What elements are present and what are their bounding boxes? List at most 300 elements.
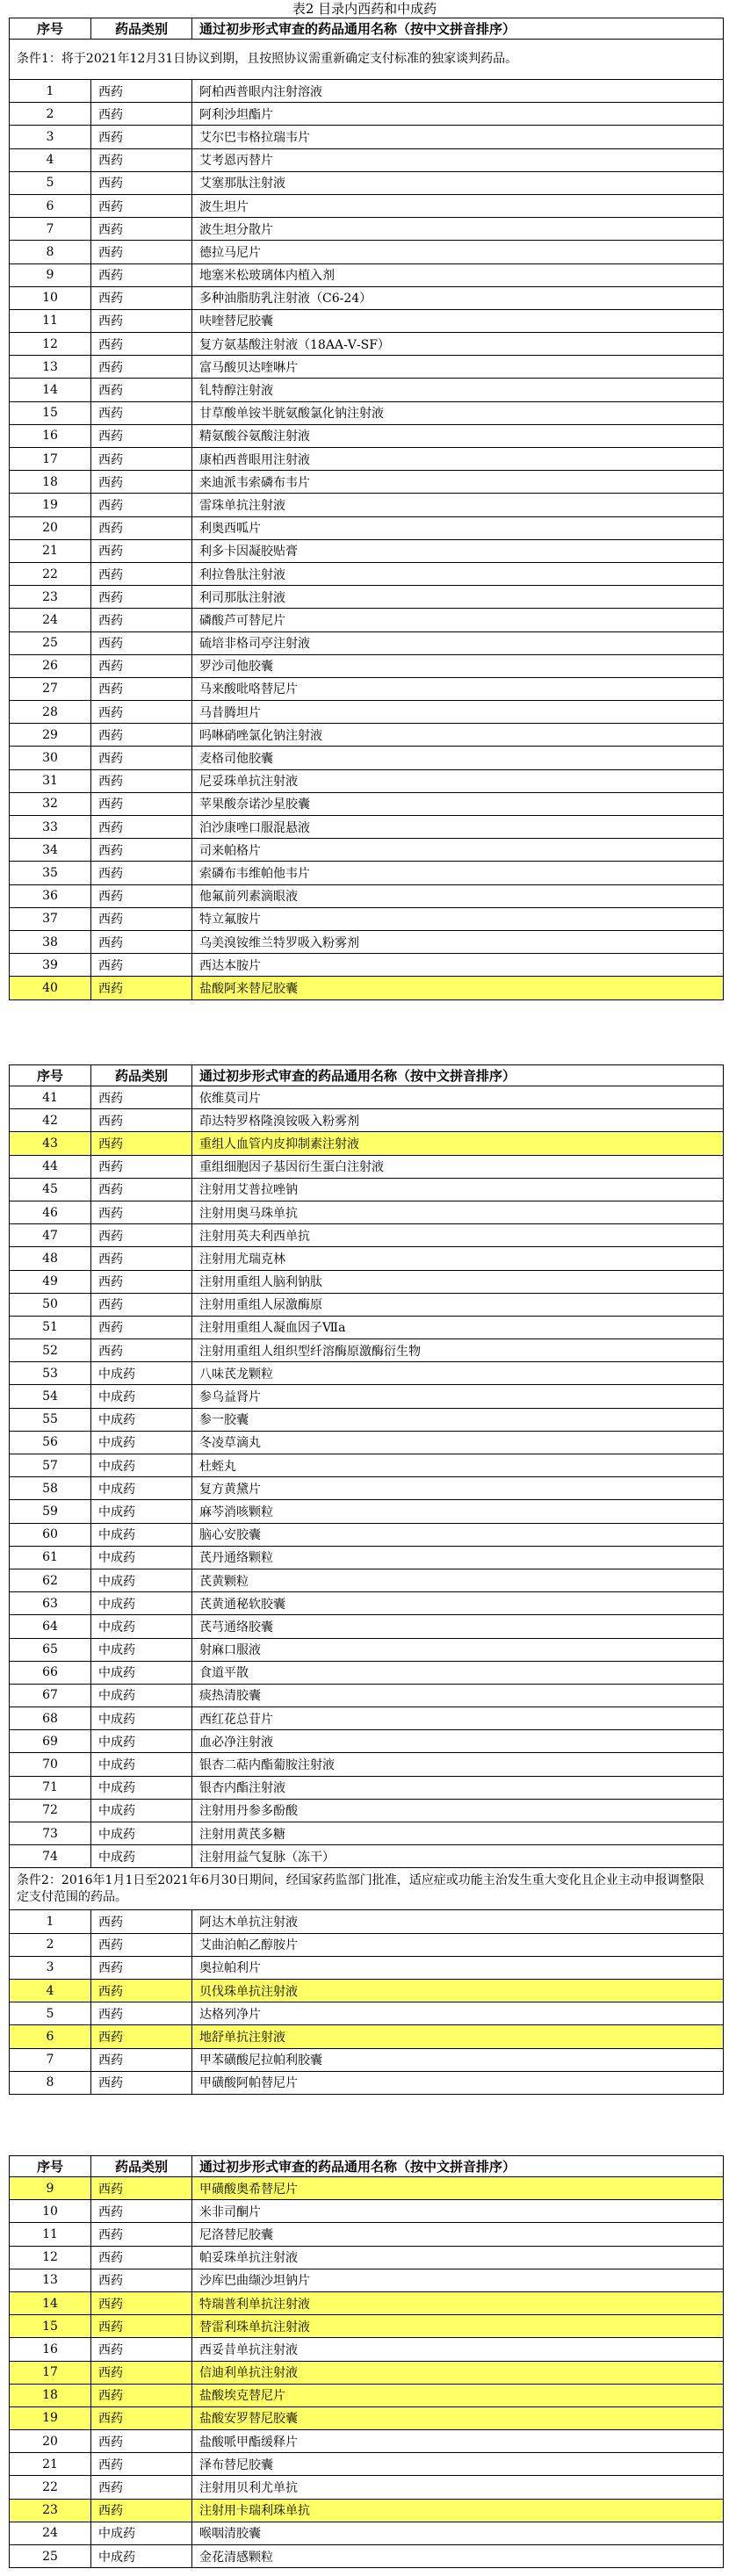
row-drug-name: 波生坦片 xyxy=(192,194,724,217)
row-category: 西药 xyxy=(91,171,192,194)
row-drug-name: 金花清感颗粒 xyxy=(192,2545,724,2568)
row-drug-name: 奥拉帕利片 xyxy=(192,1956,724,1979)
row-category: 西药 xyxy=(91,1293,192,1316)
row-category: 西药 xyxy=(91,1201,192,1223)
row-category: 西药 xyxy=(91,2476,192,2499)
row-number: 3 xyxy=(10,1956,91,1979)
row-category: 西药 xyxy=(91,631,192,654)
row-number: 5 xyxy=(10,2002,91,2025)
row-number: 74 xyxy=(10,1845,91,1868)
row-category: 西药 xyxy=(91,724,192,747)
table-row xyxy=(10,1546,724,1569)
row-drug-name: 注射用贝利尤单抗 xyxy=(192,2476,724,2499)
row-drug-name: 利多卡因凝胶贴膏 xyxy=(192,539,724,562)
table-row xyxy=(10,769,724,792)
header-name: 通过初步形式审查的药品通用名称（按中文拼音排序） xyxy=(192,18,724,40)
row-drug-name: 艾尔巴韦格拉瑞韦片 xyxy=(192,126,724,148)
row-category: 西药 xyxy=(91,401,192,424)
row-number: 28 xyxy=(10,701,91,724)
row-number: 69 xyxy=(10,1730,91,1753)
row-category: 中成药 xyxy=(91,1707,192,1730)
row-number: 23 xyxy=(10,2499,91,2522)
table-row xyxy=(10,1362,724,1385)
row-category: 中成药 xyxy=(91,1661,192,1684)
row-drug-name: 盐酸埃克替尼片 xyxy=(192,2384,724,2406)
row-number: 18 xyxy=(10,2384,91,2406)
table-header-row xyxy=(10,18,724,40)
row-drug-name: 乌美溴铵维兰特罗吸入粉雾剂 xyxy=(192,930,724,953)
row-category: 西药 xyxy=(91,1224,192,1247)
row-drug-name: 甘草酸单铵半胱氨酸氯化钠注射液 xyxy=(192,401,724,424)
table-row xyxy=(10,241,724,263)
row-drug-name: 芪芎通络胶囊 xyxy=(192,1615,724,1638)
row-drug-name: 注射用英夫利西单抗 xyxy=(192,1224,724,1247)
table-row xyxy=(10,792,724,815)
row-drug-name: 重组人血管内皮抑制素注射液 xyxy=(192,1132,724,1155)
row-drug-name: 芪丹通络颗粒 xyxy=(192,1546,724,1569)
row-drug-name: 参乌益肾片 xyxy=(192,1385,724,1408)
row-number: 9 xyxy=(10,2177,91,2200)
row-number: 15 xyxy=(10,401,91,424)
row-drug-name: 甲磺酸阿帕替尼片 xyxy=(192,2071,724,2094)
row-drug-name: 甲苯磺酸尼拉帕利胶囊 xyxy=(192,2048,724,2071)
row-drug-name: 尼洛替尼胶囊 xyxy=(192,2223,724,2246)
row-drug-name: 复方黄黛片 xyxy=(192,1477,724,1500)
row-drug-name: 德拉马尼片 xyxy=(192,241,724,263)
table-row xyxy=(10,1316,724,1339)
table-section-3 xyxy=(9,2155,723,2568)
row-drug-name: 银杏内酯注射液 xyxy=(192,1776,724,1799)
table-row xyxy=(10,1910,724,1933)
table-row xyxy=(10,2071,724,2094)
row-drug-name: 马昔腾坦片 xyxy=(192,701,724,724)
row-number: 39 xyxy=(10,954,91,977)
row-number: 36 xyxy=(10,884,91,907)
row-category: 西药 xyxy=(91,80,192,103)
table-row xyxy=(10,1523,724,1546)
row-drug-name: 罗沙司他胶囊 xyxy=(192,654,724,677)
table-row xyxy=(10,1293,724,1316)
table-row xyxy=(10,263,724,286)
row-drug-name: 盐酸安罗替尼胶囊 xyxy=(192,2406,724,2429)
table-row xyxy=(10,747,724,769)
row-number: 41 xyxy=(10,1086,91,1109)
row-drug-name: 钆特醇注射液 xyxy=(192,379,724,401)
row-drug-name: 吗啉硝唑氯化钠注射液 xyxy=(192,724,724,747)
row-category: 中成药 xyxy=(91,1477,192,1500)
row-number: 10 xyxy=(10,286,91,309)
row-number: 19 xyxy=(10,494,91,516)
table-row xyxy=(10,654,724,677)
row-category: 中成药 xyxy=(91,1431,192,1454)
table-row xyxy=(10,1822,724,1845)
table-row xyxy=(10,103,724,126)
table-row xyxy=(10,2048,724,2071)
table-row xyxy=(10,2476,724,2499)
row-number: 22 xyxy=(10,562,91,585)
row-category: 西药 xyxy=(91,103,192,126)
row-drug-name: 沙库巴曲缬沙坦钠片 xyxy=(192,2269,724,2291)
row-drug-name: 地塞米松玻璃体内植入剂 xyxy=(192,263,724,286)
row-drug-name: 芪黄通秘软胶囊 xyxy=(192,1592,724,1615)
condition-1-text: 条件1：将于2021年12月31日协议到期，且按照协议需重新确定支付标准的独家谈判药品。 xyxy=(10,40,724,80)
row-category: 西药 xyxy=(91,1956,192,1979)
row-drug-name: 杜蛭丸 xyxy=(192,1454,724,1477)
row-number: 43 xyxy=(10,1132,91,1155)
row-category: 西药 xyxy=(91,654,192,677)
table-row xyxy=(10,2291,724,2314)
table-row xyxy=(10,286,724,309)
table-row xyxy=(10,1178,724,1201)
row-category: 西药 xyxy=(91,677,192,700)
row-drug-name: 阿利沙坦酯片 xyxy=(192,103,724,126)
row-category: 中成药 xyxy=(91,1615,192,1638)
row-category: 西药 xyxy=(91,539,192,562)
row-number: 44 xyxy=(10,1155,91,1178)
table-row xyxy=(10,194,724,217)
row-number: 31 xyxy=(10,769,91,792)
row-number: 11 xyxy=(10,309,91,332)
row-number: 1 xyxy=(10,1910,91,1933)
row-category: 西药 xyxy=(91,792,192,815)
row-category: 西药 xyxy=(91,1132,192,1155)
table-row xyxy=(10,1431,724,1454)
row-drug-name: 呋喹替尼胶囊 xyxy=(192,309,724,332)
drug-table-2 xyxy=(9,1064,724,2095)
row-number: 45 xyxy=(10,1178,91,1201)
row-category: 西药 xyxy=(91,2025,192,2048)
row-number: 12 xyxy=(10,333,91,356)
row-category: 西药 xyxy=(91,701,192,724)
row-category: 中成药 xyxy=(91,1385,192,1408)
table-row xyxy=(10,1454,724,1477)
row-number: 37 xyxy=(10,907,91,930)
row-category: 西药 xyxy=(91,2269,192,2291)
row-drug-name: 艾考恩丙替片 xyxy=(192,148,724,171)
table-row xyxy=(10,1799,724,1822)
row-drug-name: 麻芩消咳颗粒 xyxy=(192,1500,724,1523)
row-drug-name: 注射用重组人组织型纤溶酶原激酶衍生物 xyxy=(192,1339,724,1362)
row-drug-name: 硫培非格司亭注射液 xyxy=(192,631,724,654)
condition-2-text: 条件2：2016年1月1日至2021年6月30日期间，经国家药监部门批准，适应症或功能主治发生重大变化且企业主动申报调整限定支付范围的药品。 xyxy=(10,1868,724,1910)
row-category: 西药 xyxy=(91,2200,192,2223)
table-row xyxy=(10,677,724,700)
table-row xyxy=(10,562,724,585)
row-category: 西药 xyxy=(91,769,192,792)
row-number: 71 xyxy=(10,1776,91,1799)
row-drug-name: 银杏二萜内酯葡胺注射液 xyxy=(192,1753,724,1776)
row-category: 中成药 xyxy=(91,1546,192,1569)
row-number: 10 xyxy=(10,2200,91,2223)
row-number: 4 xyxy=(10,1979,91,2002)
row-number: 24 xyxy=(10,609,91,631)
row-category: 西药 xyxy=(91,1178,192,1201)
row-drug-name: 地舒单抗注射液 xyxy=(192,2025,724,2048)
table-row xyxy=(10,2406,724,2429)
row-number: 17 xyxy=(10,2361,91,2384)
row-drug-name: 阿达木单抗注射液 xyxy=(192,1910,724,1933)
row-number: 61 xyxy=(10,1546,91,1569)
row-drug-name: 泽布替尼胶囊 xyxy=(192,2453,724,2476)
row-drug-name: 司来帕格片 xyxy=(192,839,724,862)
row-drug-name: 康柏西普眼用注射液 xyxy=(192,448,724,471)
table-header-row xyxy=(10,2156,724,2177)
row-category: 中成药 xyxy=(91,1684,192,1707)
row-category: 西药 xyxy=(91,148,192,171)
row-drug-name: 富马酸贝达喹啉片 xyxy=(192,356,724,379)
table-row xyxy=(10,1979,724,2002)
row-category: 西药 xyxy=(91,839,192,862)
row-drug-name: 波生坦分散片 xyxy=(192,218,724,241)
table-row xyxy=(10,379,724,401)
row-category: 西药 xyxy=(91,1910,192,1933)
row-category: 西药 xyxy=(91,2002,192,2025)
table-row xyxy=(10,1956,724,1979)
row-category: 西药 xyxy=(91,333,192,356)
row-number: 8 xyxy=(10,2071,91,2094)
row-number: 29 xyxy=(10,724,91,747)
row-drug-name: 阿柏西普眼内注射溶液 xyxy=(192,80,724,103)
row-category: 中成药 xyxy=(91,1592,192,1615)
condition-row xyxy=(10,1868,724,1910)
row-drug-name: 雷珠单抗注射液 xyxy=(192,494,724,516)
row-category: 西药 xyxy=(91,930,192,953)
header-num: 序号 xyxy=(10,2156,91,2177)
table-row xyxy=(10,126,724,148)
row-drug-name: 索磷布韦维帕他韦片 xyxy=(192,862,724,884)
row-category: 西药 xyxy=(91,2246,192,2269)
row-drug-name: 血必净注射液 xyxy=(192,1730,724,1753)
table-section-2 xyxy=(9,1064,723,2095)
row-category: 西药 xyxy=(91,2315,192,2338)
row-category: 西药 xyxy=(91,263,192,286)
row-number: 20 xyxy=(10,516,91,539)
table-header-row xyxy=(10,1065,724,1086)
row-number: 23 xyxy=(10,586,91,609)
table-row xyxy=(10,333,724,356)
row-number: 12 xyxy=(10,2246,91,2269)
table-row xyxy=(10,954,724,977)
row-category: 西药 xyxy=(91,218,192,241)
row-number: 51 xyxy=(10,1316,91,1339)
row-number: 7 xyxy=(10,2048,91,2071)
row-category: 西药 xyxy=(91,562,192,585)
row-number: 46 xyxy=(10,1201,91,1223)
row-number: 64 xyxy=(10,1615,91,1638)
drug-table-3 xyxy=(9,2155,724,2568)
table-row xyxy=(10,1776,724,1799)
row-category: 西药 xyxy=(91,1979,192,2002)
table-row xyxy=(10,701,724,724)
row-drug-name: 米非司酮片 xyxy=(192,2200,724,2223)
row-category: 中成药 xyxy=(91,1730,192,1753)
table-row xyxy=(10,724,724,747)
table-row xyxy=(10,1339,724,1362)
table-row xyxy=(10,609,724,631)
table-row xyxy=(10,884,724,907)
row-drug-name: 注射用重组人凝血因子Ⅶa xyxy=(192,1316,724,1339)
table-row xyxy=(10,2522,724,2544)
row-number: 53 xyxy=(10,1362,91,1385)
row-category: 西药 xyxy=(91,2291,192,2314)
row-category: 中成药 xyxy=(91,1362,192,1385)
row-number: 7 xyxy=(10,218,91,241)
row-number: 6 xyxy=(10,194,91,217)
row-number: 8 xyxy=(10,241,91,263)
row-number: 59 xyxy=(10,1500,91,1523)
row-number: 25 xyxy=(10,2545,91,2568)
row-drug-name: 达格列净片 xyxy=(192,2002,724,2025)
row-drug-name: 食道平散 xyxy=(192,1661,724,1684)
row-drug-name: 帕妥珠单抗注射液 xyxy=(192,2246,724,2269)
row-drug-name: 重组细胞因子基因衍生蛋白注射液 xyxy=(192,1155,724,1178)
header-num: 序号 xyxy=(10,1065,91,1086)
row-drug-name: 马来酸吡咯替尼片 xyxy=(192,677,724,700)
row-number: 5 xyxy=(10,171,91,194)
row-drug-name: 茚达特罗格隆溴铵吸入粉雾剂 xyxy=(192,1109,724,1132)
row-number: 4 xyxy=(10,148,91,171)
row-category: 中成药 xyxy=(91,1454,192,1477)
row-category: 中成药 xyxy=(91,1500,192,1523)
drug-table-1 xyxy=(9,18,724,1000)
row-category: 西药 xyxy=(91,2384,192,2406)
row-category: 中成药 xyxy=(91,1408,192,1431)
table-row xyxy=(10,2269,724,2291)
row-number: 63 xyxy=(10,1592,91,1615)
table-row xyxy=(10,1109,724,1132)
row-drug-name: 艾曲泊帕乙醇胺片 xyxy=(192,1933,724,1956)
row-category: 西药 xyxy=(91,2406,192,2429)
row-number: 22 xyxy=(10,2476,91,2499)
row-category: 中成药 xyxy=(91,1822,192,1845)
row-category: 西药 xyxy=(91,884,192,907)
table-row xyxy=(10,2200,724,2223)
row-drug-name: 特瑞普利单抗注射液 xyxy=(192,2291,724,2314)
row-category: 中成药 xyxy=(91,1569,192,1591)
table-row xyxy=(10,1730,724,1753)
row-number: 14 xyxy=(10,2291,91,2314)
row-category: 西药 xyxy=(91,356,192,379)
row-drug-name: 替雷利珠单抗注射液 xyxy=(192,2315,724,2338)
row-category: 西药 xyxy=(91,1155,192,1178)
row-number: 58 xyxy=(10,1477,91,1500)
table-row xyxy=(10,977,724,999)
row-drug-name: 多种油脂肪乳注射液（C6-24） xyxy=(192,286,724,309)
row-category: 中成药 xyxy=(91,1799,192,1822)
row-category: 中成药 xyxy=(91,1638,192,1661)
row-drug-name: 复方氨基酸注射液（18AA-Ⅴ-SF） xyxy=(192,333,724,356)
row-drug-name: 泊沙康唑口服混悬液 xyxy=(192,816,724,839)
table-row xyxy=(10,2453,724,2476)
table-row xyxy=(10,2361,724,2384)
row-category: 西药 xyxy=(91,126,192,148)
row-number: 16 xyxy=(10,424,91,447)
table-row xyxy=(10,2025,724,2048)
row-drug-name: 西妥昔单抗注射液 xyxy=(192,2338,724,2361)
table-row xyxy=(10,1201,724,1223)
row-category: 中成药 xyxy=(91,1523,192,1546)
row-drug-name: 利奥西呱片 xyxy=(192,516,724,539)
row-category: 西药 xyxy=(91,241,192,263)
row-number: 38 xyxy=(10,930,91,953)
table-row xyxy=(10,494,724,516)
table-row xyxy=(10,1707,724,1730)
table-row xyxy=(10,1500,724,1523)
row-number: 2 xyxy=(10,103,91,126)
row-number: 33 xyxy=(10,816,91,839)
row-category: 西药 xyxy=(91,1086,192,1109)
row-number: 57 xyxy=(10,1454,91,1477)
table-row xyxy=(10,356,724,379)
table-row xyxy=(10,1592,724,1615)
row-number: 62 xyxy=(10,1569,91,1591)
row-category: 西药 xyxy=(91,586,192,609)
row-category: 西药 xyxy=(91,494,192,516)
row-drug-name: 依维莫司片 xyxy=(192,1086,724,1109)
table-row xyxy=(10,1385,724,1408)
row-category: 西药 xyxy=(91,2177,192,2200)
row-number: 67 xyxy=(10,1684,91,1707)
table-section-1 xyxy=(9,18,723,1000)
row-number: 27 xyxy=(10,677,91,700)
row-category: 中成药 xyxy=(91,2522,192,2544)
row-number: 21 xyxy=(10,2453,91,2476)
row-number: 55 xyxy=(10,1408,91,1431)
condition-row xyxy=(10,40,724,80)
row-category: 西药 xyxy=(91,1270,192,1293)
row-drug-name: 八味芪龙颗粒 xyxy=(192,1362,724,1385)
page-title: 表2 目录内西药和中成药 xyxy=(292,1,437,17)
row-drug-name: 利拉鲁肽注射液 xyxy=(192,562,724,585)
header-category: 药品类别 xyxy=(91,18,192,40)
table-row xyxy=(10,2545,724,2568)
row-drug-name: 注射用奥马珠单抗 xyxy=(192,1201,724,1223)
table-row xyxy=(10,930,724,953)
row-category: 西药 xyxy=(91,747,192,769)
header-category: 药品类别 xyxy=(91,2156,192,2177)
header-name: 通过初步形式审查的药品通用名称（按中文拼音排序） xyxy=(192,1065,724,1086)
row-drug-name: 甲磺酸奥希替尼片 xyxy=(192,2177,724,2200)
row-drug-name: 磷酸芦可替尼片 xyxy=(192,609,724,631)
table-row xyxy=(10,1408,724,1431)
row-category: 西药 xyxy=(91,1339,192,1362)
table-row xyxy=(10,1270,724,1293)
row-number: 65 xyxy=(10,1638,91,1661)
table-row xyxy=(10,218,724,241)
row-number: 70 xyxy=(10,1753,91,1776)
row-category: 西药 xyxy=(91,862,192,884)
row-number: 2 xyxy=(10,1933,91,1956)
row-number: 9 xyxy=(10,263,91,286)
row-number: 48 xyxy=(10,1247,91,1270)
row-category: 西药 xyxy=(91,2361,192,2384)
table-row xyxy=(10,171,724,194)
row-category: 西药 xyxy=(91,2223,192,2246)
table-row xyxy=(10,2246,724,2269)
row-number: 72 xyxy=(10,1799,91,1822)
row-number: 11 xyxy=(10,2223,91,2246)
row-category: 西药 xyxy=(91,1316,192,1339)
table-row xyxy=(10,448,724,471)
table-row xyxy=(10,309,724,332)
row-number: 24 xyxy=(10,2522,91,2544)
row-category: 西药 xyxy=(91,2499,192,2522)
row-number: 15 xyxy=(10,2315,91,2338)
row-category: 中成药 xyxy=(91,2545,192,2568)
row-number: 42 xyxy=(10,1109,91,1132)
row-number: 49 xyxy=(10,1270,91,1293)
row-category: 西药 xyxy=(91,2071,192,2094)
